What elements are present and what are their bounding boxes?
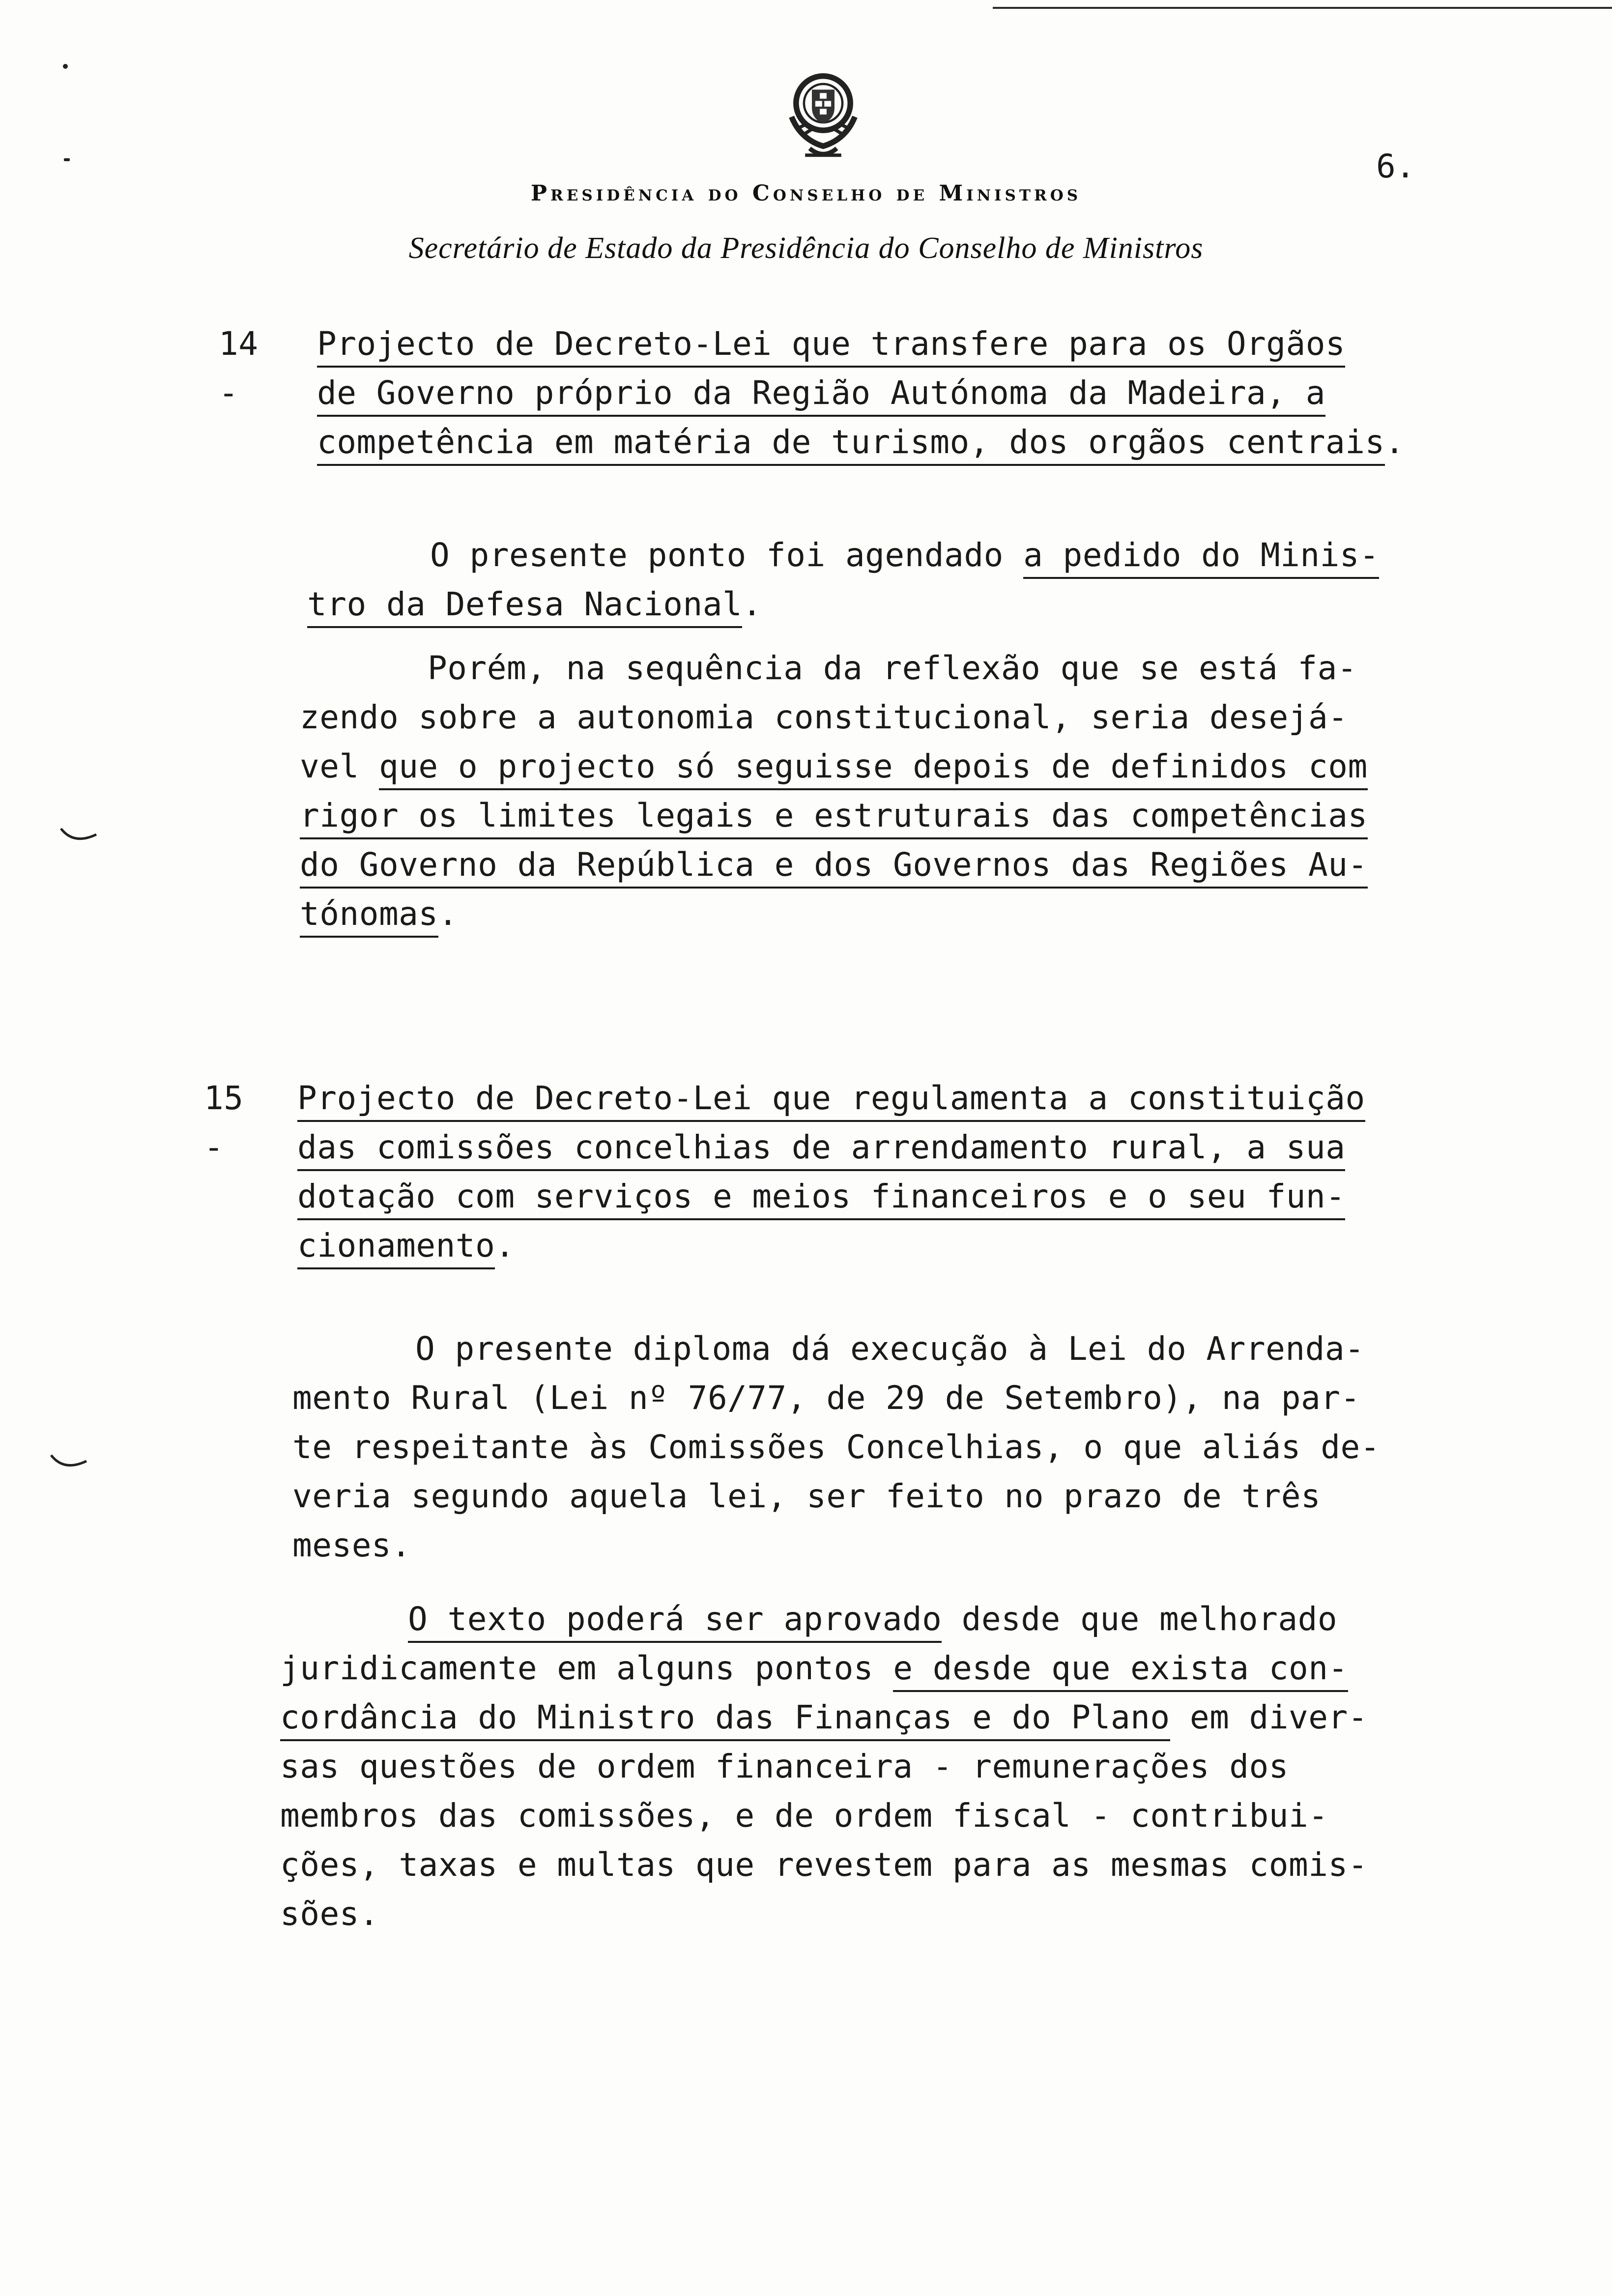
text-run: O presente ponto foi agendado — [430, 536, 1024, 574]
margin-check-mark — [49, 1452, 88, 1472]
text-line: te respeitante às Comissões Concelhias, o que aliás de- — [292, 1428, 1380, 1466]
title-line: Projecto de Decreto-Lei que regulamenta a constituição — [297, 1079, 1365, 1122]
text-line: mento Rural (Lei nº 76/77, de 29 de Setembro), na par- — [292, 1379, 1360, 1417]
underlined-text: rigor os limites legais e estruturais das competências — [300, 797, 1368, 839]
text-line: zendo sobre a autonomia constitucional, seria desejá- — [300, 698, 1348, 736]
title-end: . — [495, 1227, 515, 1264]
item-title — [317, 319, 1405, 467]
underlined-text: cordância do Ministro das Finanças e do Plano — [280, 1698, 1170, 1741]
paragraph — [307, 531, 1379, 629]
text-line: meses. — [292, 1526, 411, 1564]
underlined-text: do Governo da República e dos Governos das Regiões Au- — [300, 846, 1368, 889]
header-subtitle: Secretário de Estado da Presidência do Conselho de Ministros — [408, 231, 1204, 265]
text-run: . — [742, 585, 762, 623]
top-edge-rule — [993, 7, 1612, 9]
underlined-text: O texto poderá ser aprovado — [408, 1600, 942, 1643]
margin-dot — [64, 158, 70, 161]
text-run: . — [438, 895, 458, 933]
title-line: competência em matéria de turismo, dos orgãos centrais — [317, 423, 1385, 466]
margin-dot — [63, 64, 68, 69]
text-line: O presente diploma dá execução à Lei do Arrenda- — [415, 1330, 1365, 1368]
margin-check-mark — [59, 826, 98, 845]
item-number: 14 - — [219, 325, 259, 412]
text-run: em diver- — [1170, 1698, 1368, 1736]
item-number: 15 - — [204, 1079, 244, 1166]
underlined-text: tro da Defesa Nacional — [307, 585, 742, 628]
paragraph — [292, 1324, 1380, 1570]
header-title: Presidência do Conselho de Ministros — [530, 181, 1082, 206]
text-run: juridicamente em alguns pontos — [280, 1649, 893, 1687]
title-line: Projecto de Decreto-Lei que transfere para os Orgãos — [317, 325, 1345, 368]
text-line: sas questões de ordem financeira - remunerações dos — [280, 1748, 1289, 1785]
underlined-text: que o projecto só seguisse depois de definidos com — [379, 747, 1368, 790]
text-run: desde que melhorado — [942, 1600, 1338, 1638]
text-run: vel — [300, 747, 379, 785]
underlined-text: e desde que exista con- — [893, 1649, 1348, 1692]
text-line: sões. — [280, 1895, 379, 1933]
title-line: cionamento — [297, 1227, 495, 1269]
page-number: 6. — [1376, 147, 1415, 185]
title-line: das comissões concelhias de arrendamento rural, a sua — [297, 1128, 1345, 1171]
title-end: . — [1384, 423, 1405, 461]
paragraph — [280, 1595, 1368, 1939]
coat-of-arms-icon — [767, 58, 880, 171]
text-line: membros das comissões, e de ordem fiscal - contribui- — [280, 1797, 1328, 1835]
underlined-text: a pedido do Minis- — [1023, 536, 1379, 579]
paragraph — [300, 644, 1368, 939]
title-line: de Governo próprio da Região Autónoma da Madeira, a — [317, 374, 1325, 417]
text-line: Porém, na sequência da reflexão que se está fa- — [428, 649, 1357, 687]
text-line: veria segundo aquela lei, ser feito no prazo de três — [292, 1477, 1321, 1515]
item-title — [297, 1074, 1365, 1270]
text-line: ções, taxas e multas que revestem para as mesmas comis- — [280, 1846, 1368, 1884]
underlined-text: tónomas — [300, 895, 438, 938]
title-line: dotação com serviços e meios financeiros e o seu fun- — [297, 1177, 1345, 1220]
